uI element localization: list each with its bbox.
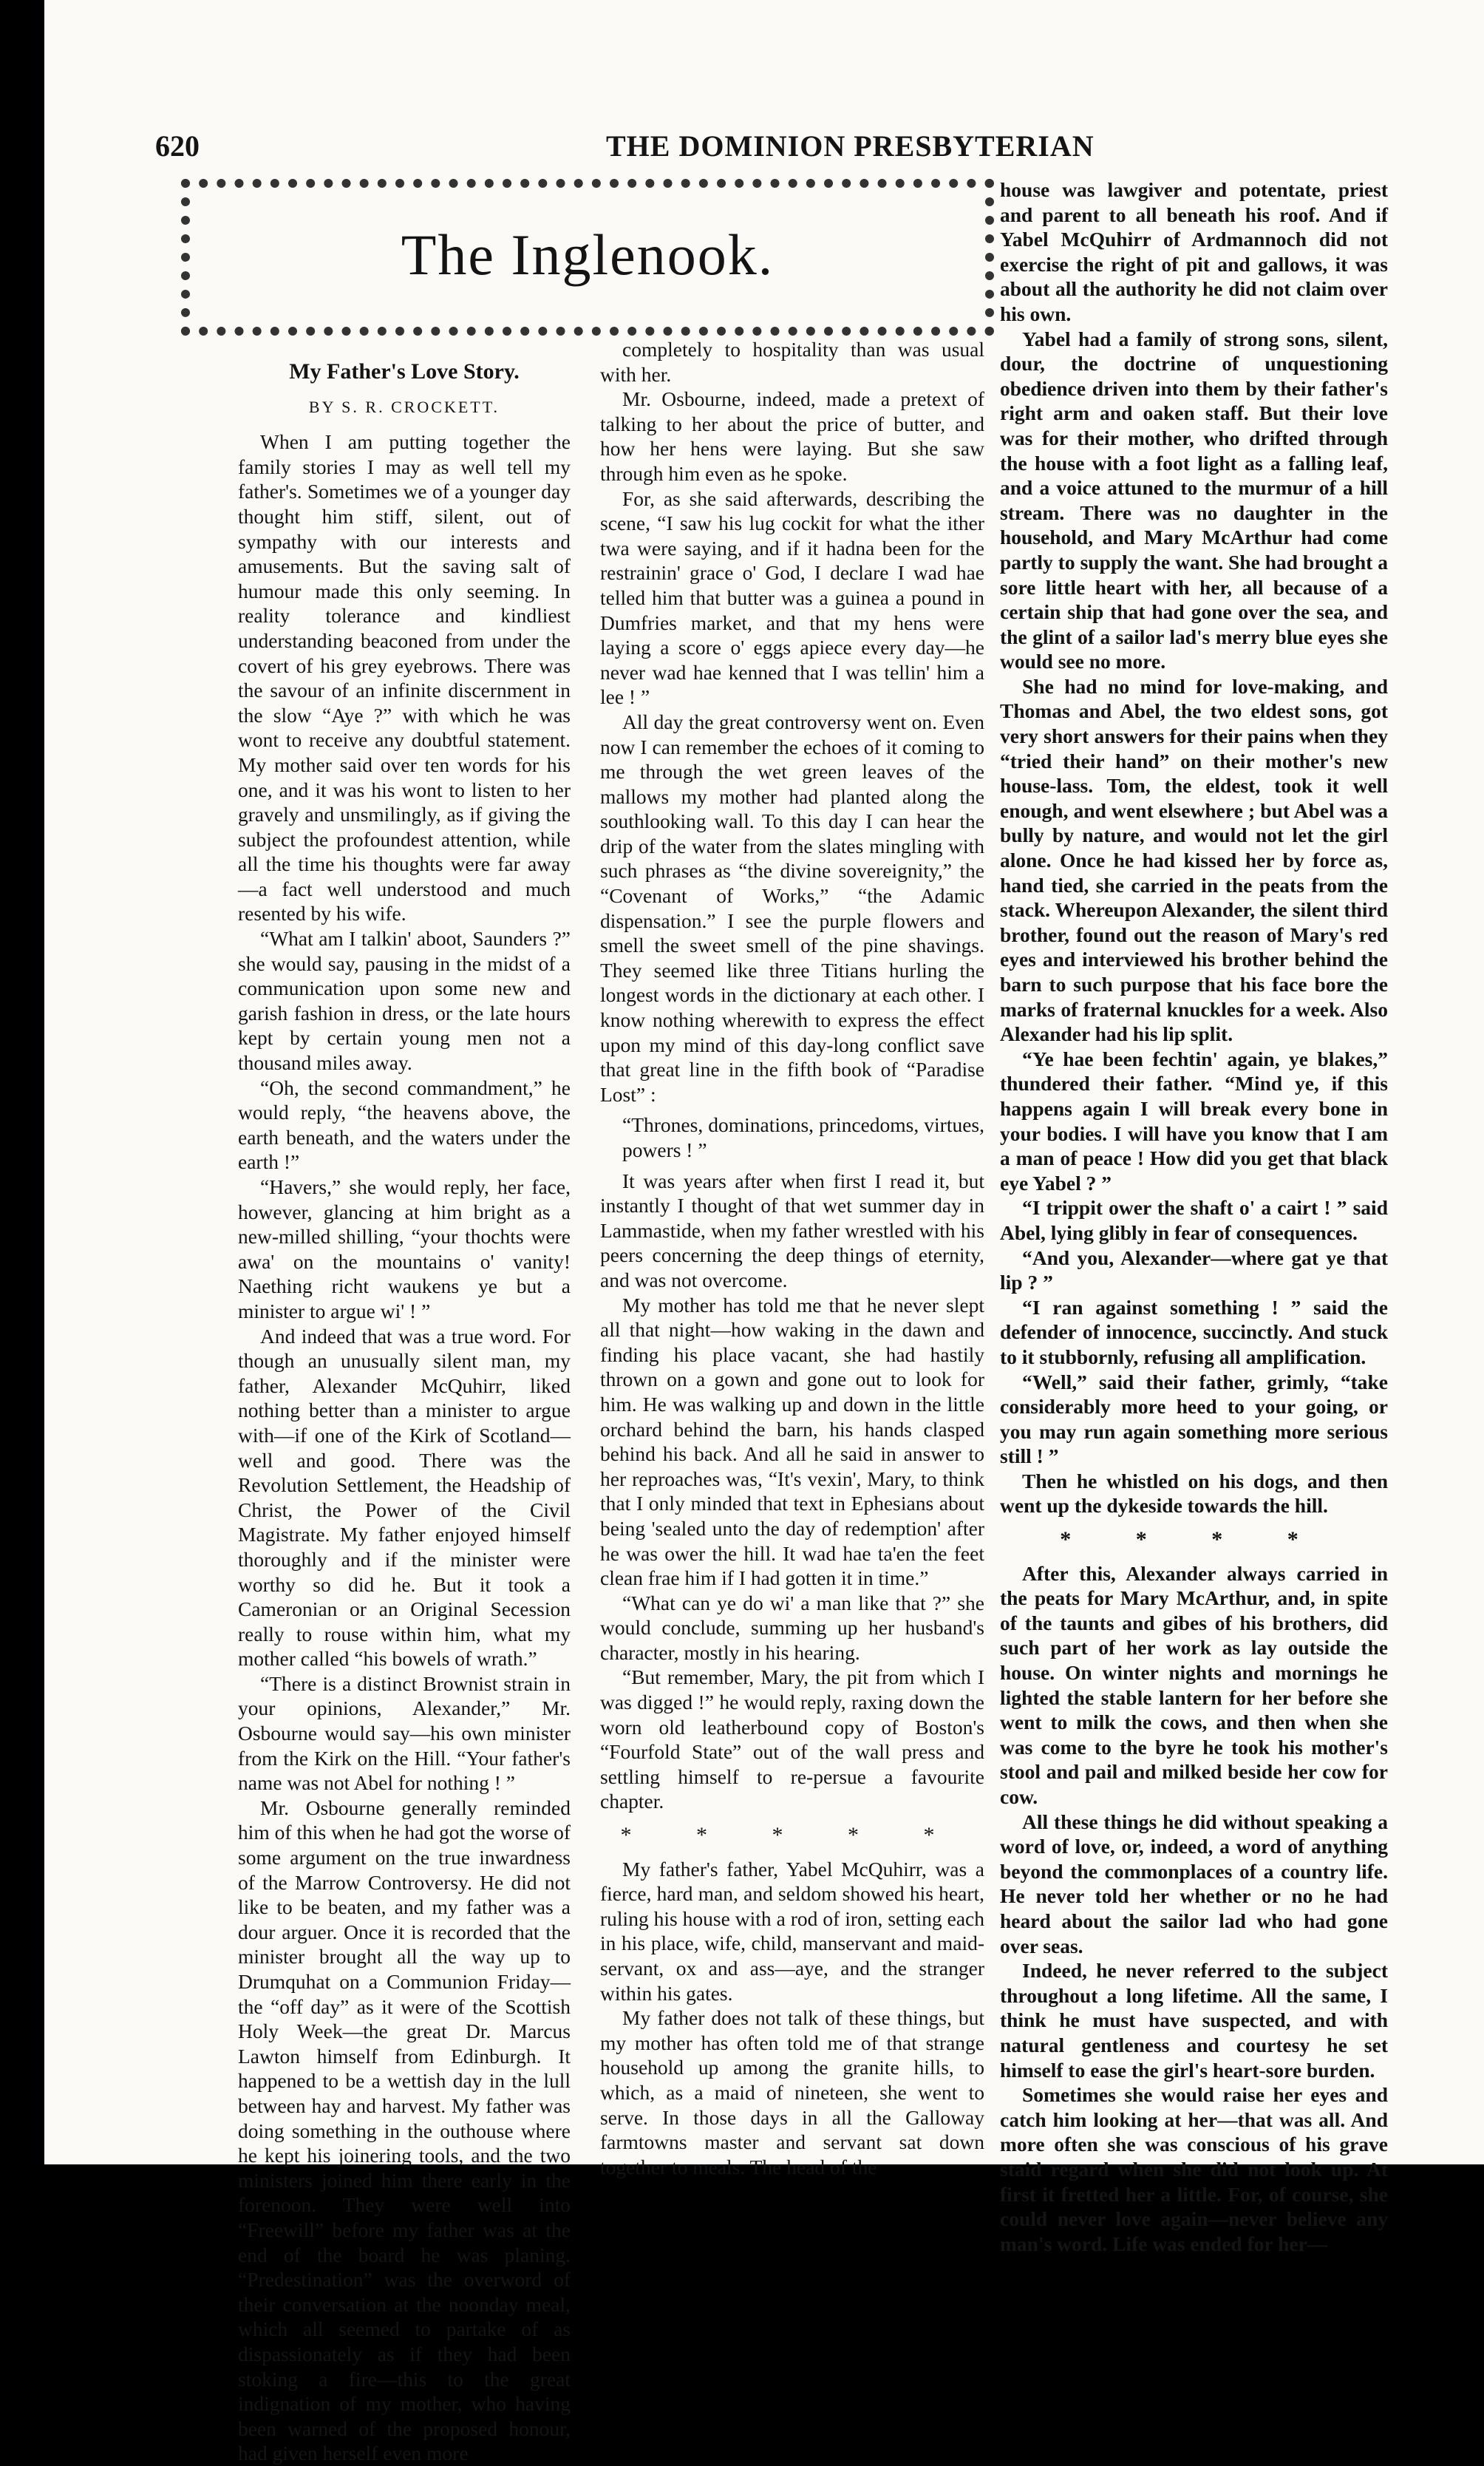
story-title: My Father's Love Story. xyxy=(289,359,520,384)
paragraph: “Well,” said their father, grimly, “take considerably more heed to your going, or you may run again something more serious still ! ” xyxy=(1000,1370,1388,1468)
byline: BY S. R. CROCKETT. xyxy=(308,397,500,416)
column-2 xyxy=(600,337,984,2179)
paragraph: Sometimes she would raise her eyes and catch him looking at her—that was all. And more often she was conscious of his grave staid regard when she did not look up. At first it fretted her a little. For, of course, she could never love again—never believe any man's word. Life was ended for her— xyxy=(1000,2083,1388,2255)
running-head: THE DOMINION PRESBYTERIAN xyxy=(606,129,1095,163)
column-1 xyxy=(238,359,571,2466)
paragraph: “Havers,” she would reply, her face, however, glancing at him bright as a new-milled shilling, “your thochts were awa' on the mountains o' vanity! Naething richt waukens ye but a minister to argue wi' ! ” xyxy=(238,1175,571,1322)
paragraph: “There is a distinct Brownist strain in your opinions, Alexander,” Mr. Osbourne would say—his own minister from the Kirk on the Hill. “Your father's name was not Abel for nothing ! ” xyxy=(238,1671,571,1795)
paragraph: completely to hospitality than was usual with her. xyxy=(600,338,984,386)
paragraph: “I ran against something ! ” said the defender of innocence, succinctly. And stuck to it stubbornly, refusing all amplification. xyxy=(1000,1295,1388,1368)
section-title: The Inglenook. xyxy=(401,223,775,287)
paragraph: Yabel had a family of strong sons, silent, dour, the doctrine of unquestioning obedience driven into them by their father's right arm and oaken staff. But their love was for their mother, who drifted through the house with a foot light as a falling leaf, and a voice attuned to the murmur of a hill stream. There was no daughter in the household, and Mary McArthur had come partly to supply the want. She had brought a sore little heart with her, all because of a certain ship that had gone over the sea, and the glint of a sailor lad's merry blue eyes she would see no more. xyxy=(1000,327,1388,673)
page-number: 620 xyxy=(155,129,200,163)
column-3 xyxy=(1000,177,1388,2256)
newspaper-page xyxy=(44,0,1484,2465)
paragraph: Mr. Osbourne generally reminded him of this when he had got the worse of some argument on the true inwardness of the Marrow Controversy. He did not like to be beaten, and my father was a dour arguer. Once it is recorded that the minister brought all the way up to Drumquhat on a Communion Friday—the “off day” as it were of the Scottish Holy Week—the great Dr. Marcus Lawton himself from Edinburgh. It happened to be a wettish day in the lull between hay and harvest. My father was doing something in the outhouse where he kept his joinering tools, and the two ministers joined him there early in the forenoon. They were well into “Freewill” before my father was at the end of the board he was planing. “Predestination” was the overword of their conversation at the noonday meal, which all seemed to partake of as dispassionately as if they had been stoking a fire—this to the great indignation of my mother, who having been warned of the proposed honour, had given herself even more xyxy=(238,1796,571,2465)
paragraph: “And you, Alexander—where gat ye that lip ? ” xyxy=(1000,1246,1388,1294)
paragraph: My father's father, Yabel McQuhirr, was a fierce, hard man, and seldom showed his heart, ruling his house with a rod of iron, setting each in his place, wife, child, manservant and maid-servant, ox and ass—aye, and the stranger within his gates. xyxy=(600,1857,984,2005)
paragraph: “What am I talkin' aboot, Saunders ?” she would say, pausing in the midst of a communication upon some new and garish fashion in dress, or the late hours kept by certain young men not a thousand miles away. xyxy=(238,927,571,1075)
paragraph: “But remember, Mary, the pit from which I was digged !” he would reply, raxing down the worn old leatherbound copy of Boston's “Fourfold State” out of the wall press and settling himself to re-persue a favourite chapter. xyxy=(600,1665,984,1813)
paragraph: Mr. Osbourne, indeed, made a pretext of talking to her about the price of butter, and how her hens were laying. But she saw through him even as he spoke. xyxy=(600,387,984,485)
paragraph: Indeed, he never referred to the subject throughout a long lifetime. All the same, I think he must have suspected, and with natural gentleness and courtesy he set himself to ease the girl's heart-sore burden. xyxy=(1000,1959,1388,2082)
paragraph: Then he whistled on his dogs, and then went up the dykeside towards the hill. xyxy=(1000,1469,1388,1518)
paragraph: “I trippit ower the shaft o' a cairt ! ” said Abel, lying glibly in fear of consequences. xyxy=(1000,1196,1388,1244)
paragraph: house was lawgiver and potentate, priest and parent to all beneath his roof. And if Yabel McQuhirr of Ardmannoch did not exercise the right of pit and gallows, it was about all the authority he did not claim over his own. xyxy=(1000,178,1388,325)
paragraph: “What can ye do wi' a man like that ?” she would conclude, summing up her husband's character, mostly in his hearing. xyxy=(600,1591,984,1664)
paragraph: After this, Alexander always carried in the peats for Mary McArthur, and, in spite of the taunts and gibes of his brothers, did such part of her work as lay outside the house. On winter nights and mornings he lighted the stable lantern for her before she went to milk the cows, and then when she was come to the byre he took his mother's stool and pail and milked beside her cow for cow. xyxy=(1000,1561,1388,1808)
paragraph: It was years after when first I read it, but instantly I thought of that wet summer day in Lammastide, when my father wrestled with his peers concerning the deep things of eternity, and was not overcome. xyxy=(600,1169,984,1291)
paragraph: And indeed that was a true word. For though an unusually silent man, my father, Alexander McQuhirr, liked nothing better than a minister to argue with—if one of the Kirk of Scotland—well and good. There was the Revolution Settlement, the Headship of Christ, the Power of the Civil Magistrate. My father enjoyed himself thoroughly and if the minister were worthy so did he. But it took a Cameronian or an Original Secession really to rouse within him, what my mother called “his bowels of wrath.” xyxy=(238,1324,571,1671)
paragraph: My mother has told me that he never slept all that night—how waking in the dawn and finding his place vacant, she had hastily thrown on a gown and gone out to look for him. He was walking up and down in the little orchard behind the barn, his hands clasped behind his back. And all he said in answer to her reproaches was, “It's vexin', Mary, to think that I only minded that text in Ephesians about being 'sealed unto the day of redemption' after he was ower the hill. It wad hae ta'en the feet clean frae him if I had gotten it in time.” xyxy=(600,1293,984,1590)
section-break: * * * * xyxy=(1060,1527,1328,1552)
paragraph: All these things he did without speaking a word of love, or, indeed, a word of anything beyond the commonplaces of a country life. He never told her whether or no he had heard about the sailor lad who had gone over seas. xyxy=(1000,1810,1388,1957)
paragraph: She had no mind for love-making, and Thomas and Abel, the two eldest sons, got very short answers for their pains when they “tried their hand” on their mother's new house-lass. Tom, the eldest, took it well enough, and went elsewhere ; but Abel was a bully by nature, and would not let the girl alone. Once he had kissed her by force as, hand tied, she carried in the peats from the stack. Whereupon Alexander, the silent third brother, found out the reason of Mary's red eyes and interviewed his brother behind the barn to such purpose that his face bore the marks of fraternal knuckles for a week. Also Alexander had his lip split. xyxy=(1000,674,1388,1046)
paragraph: When I am putting together the family stories I may as well tell my father's. Sometimes we of a younger day thought him stiff, silent, out of sympathy with our interests and amusements. But the saving salt of humour made this only seeming. In reality tolerance and kindliest understanding beaconed from under the covert of his grey eyebrows. There was the savour of an infinite discernment in the slow “Aye ?” with which he was wont to receive any doubtful statement. My mother said over ten words for his one, and it was his wont to listen to her gravely and unsmilingly, as if giving the subject the profoundest attention, while all the time his thoughts were far away—a fact well understood and much resented by his wife. xyxy=(238,430,571,925)
section-break: * * * * * xyxy=(620,1823,964,1848)
paragraph: For, as she said afterwards, describing the scene, “I saw his lug cockit for what the ither twa were saying, and if it hadna been for the restrainin' grace o' God, I declare I wad hae telled him that butter was a guinea a pound in Dumfries market, and that my hens were laying a score o' eggs apiece every day—he never wad hae kenned that I was tellin' him a lee ! ” xyxy=(600,486,984,709)
paragraph: “Oh, the second commandment,” he would reply, “the heavens above, the earth beneath, and the waters under the earth !” xyxy=(238,1076,571,1174)
paragraph: All day the great controversy went on. Even now I can remember the echoes of it coming to me through the wet green leaves of the mallows my mother had planted along the southlooking wall. To this day I can hear the drip of the water from the slates mingling with such phrases as “the divine sovereignity,” the “Covenant of Works,” “the Adamic dispensation.” I see the purple flowers and smell the sweet smell of the pine shavings. They seemed like three Titians hurling the longest words in the dictionary at each other. I know nothing wherewith to express the effect upon my mind of this day-long conflict save that great line in the fifth book of “Paradise Lost” : xyxy=(600,710,984,1106)
block-quote: “Thrones, dominations, princedoms, virtues, powers ! ” xyxy=(622,1113,984,1161)
paragraph: My father does not talk of these things, but my mother has often told me of that strange household up among the granite hills, to which, as a maid of nineteen, she went to serve. In those days in all the Galloway farmtowns master and servant sat down together to meals. The head of the xyxy=(600,2006,984,2178)
paragraph: “Ye hae been fechtin' again, ye blakes,” thundered their father. “Mind ye, if this happens again I will break every bone in your bodies. I will have you know that I am a man of peace ! How did you get that black eye Yabel ? ” xyxy=(1000,1047,1388,1195)
